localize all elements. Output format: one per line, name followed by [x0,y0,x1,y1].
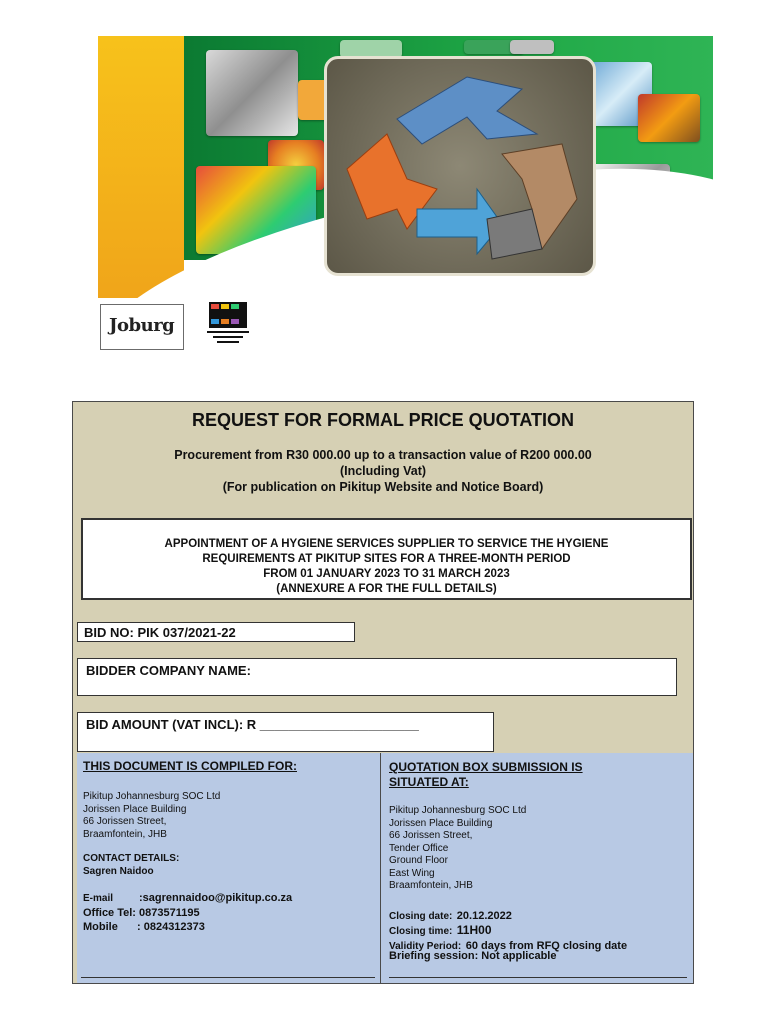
vat-note: (Including Vat) [339,464,427,478]
bidder-company-label: BIDDER COMPANY NAME: [86,663,251,678]
closing-time-label: Closing time: [389,926,453,937]
cans-photo-tile [206,50,298,136]
briefing-session: Briefing session: Not applicable [389,950,557,962]
appointment-line-3: FROM 01 JANUARY 2023 TO 31 MARCH 2023 [263,568,510,580]
banner-yellow-stripe [98,36,184,298]
bid-number: BID NO: PIK 037/2021-22 [77,622,355,642]
address-line: Tender Office [389,842,449,854]
address-line: Jorissen Place Building [83,803,187,815]
address-line: 66 Jorissen Street, [389,830,473,841]
compiled-for-section [77,753,380,983]
address-line: Pikitup Johannesburg SOC Ltd [83,791,221,802]
compiled-for-heading: THIS DOCUMENT IS COMPILED FOR: [83,759,297,773]
mobile-label: Mobile [83,921,118,933]
recycle-arrows-icon [327,59,593,273]
recycle-symbol-panel [324,56,596,276]
mobile-value: : 0824312373 [137,921,205,933]
email-label: E-mail [83,893,114,904]
appointment-box [81,518,692,600]
validity-label: Validity Period: [389,941,462,952]
contact-name: Sagren Naidoo [83,866,154,877]
closing-date-label: Closing date: [389,911,453,922]
email-value[interactable]: :sagrennaidoo@pikitup.co.za [139,892,293,904]
joburg-logo-text: Joburg [109,315,175,336]
address-line: Pikitup Johannesburg SOC Ltd [389,805,527,816]
metal-photo-tile [510,40,554,54]
validity-value: 60 days from RFQ closing date [465,940,628,952]
submission-section [380,753,693,983]
address-line: East Wing [389,867,435,879]
signature-line [81,977,375,978]
appointment-line-4: (ANNEXURE A FOR THE FULL DETAILS) [276,583,497,595]
submission-heading-2: SITUATED AT: [389,775,469,789]
appointment-line-2: REQUIREMENTS AT PIKITUP SITES FOR A THREE-MONTH PERIOD [202,553,571,565]
address-line: Jorissen Place Building [389,817,493,829]
recycling-banner [98,36,713,298]
form-title: REQUEST FOR FORMAL PRICE QUOTATION [192,410,574,430]
closing-date-value: 20.12.2022 [456,910,512,922]
quotation-form [72,401,694,984]
submission-heading-1: QUOTATION BOX SUBMISSION IS [389,760,583,774]
bidder-company-field[interactable] [77,658,677,696]
joburg-logo [100,304,184,350]
address-line: Braamfontein, JHB [83,828,167,840]
address-line: Ground Floor [389,855,448,866]
pikitup-logo-icon [203,300,253,350]
procurement-range: Procurement from R30 000.00 up to a transaction value of R200 000.00 [174,448,592,462]
address-line: Braamfontein, JHB [389,880,473,891]
appointment-line-1: APPOINTMENT OF A HYGIENE SERVICES SUPPLIER TO SERVICE THE HYGIENE [164,538,609,550]
leaves-photo-tile [638,94,700,142]
office-tel: Office Tel: 0873571195 [83,907,200,919]
compiled-for-address [83,791,220,841]
publication-note: (For publication on Pikitup Website and Notice Board) [222,480,544,494]
contact-details-label: CONTACT DETAILS: [83,853,180,864]
pikitup-logo [203,300,253,350]
signature-line [389,977,687,978]
bid-amount-field[interactable] [77,712,494,752]
closing-time-value: 11H00 [456,923,492,937]
address-line: 66 Jorissen Street, [83,816,167,827]
bid-amount-label: BID AMOUNT (VAT INCL): R ______________________ [86,717,419,732]
submission-address [389,805,526,893]
